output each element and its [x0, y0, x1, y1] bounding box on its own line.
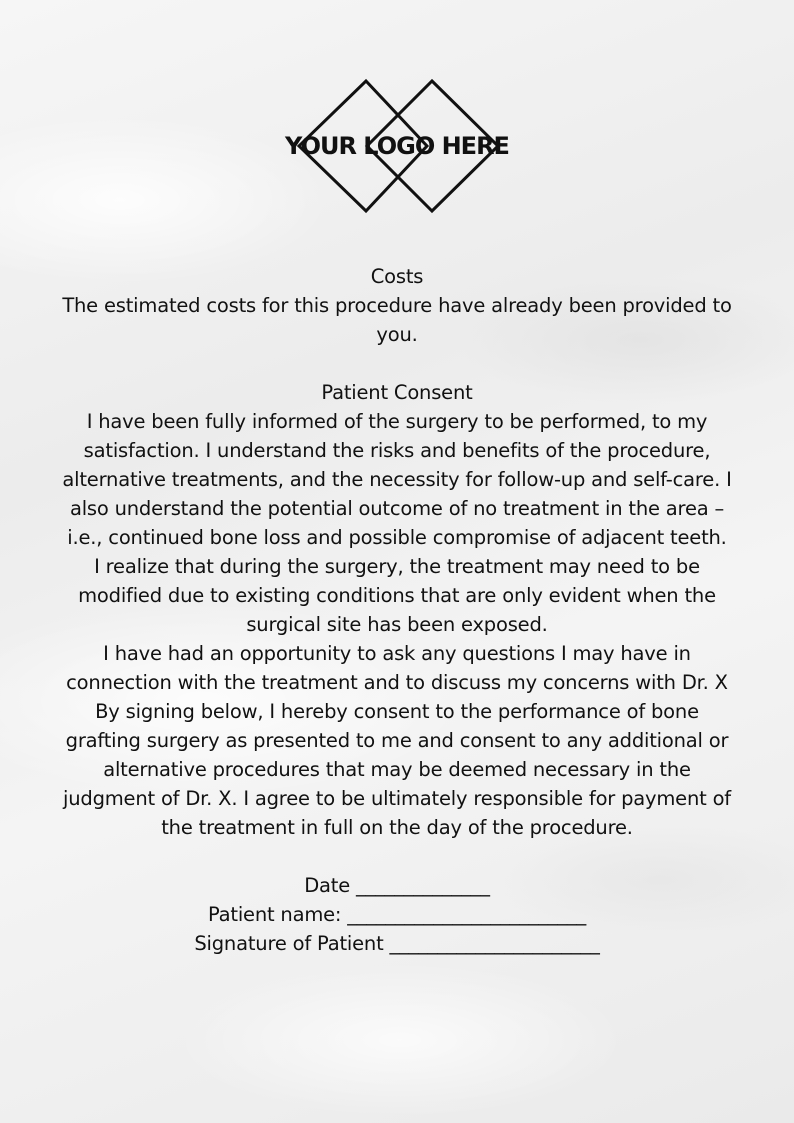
- consent-heading: Patient Consent: [321, 381, 473, 404]
- patient-name-line: Patient name: _________________________: [207, 903, 587, 926]
- signature-line: Signature of Patient ______________________: [194, 932, 600, 955]
- section-spacer: [62, 349, 732, 378]
- consent-paragraph: By signing below, I hereby consent to the performance of bone grafting surgery as presented to me and consent to any additional or alternative procedures that may be deemed necessary in the judgment of Dr. X. I agree to be ultimately responsible for payment of the treatment in full on the day of the procedure.: [63, 700, 731, 839]
- consent-paragraph: I have had an opportunity to ask any questions I may have in connection with the treatment and to discuss my concerns with Dr. X: [66, 642, 728, 694]
- consent-paragraph: I have been fully informed of the surgery to be performed, to my satisfaction. I understand the risks and benefits of the procedure, alternative treatments, and the necessity for follow-up and self-care. I also understand the potential outcome of no treatment in the area – i.e., continued bone loss and possible compromise of adjacent teeth. I realize that during the surgery, the treatment may need to be modified due to existing conditions that are only evident when the surgical site has been exposed.: [62, 410, 732, 636]
- logo-text: YOUR LOGO HERE: [285, 132, 509, 160]
- date-line: Date ______________: [304, 874, 490, 897]
- document-body: [62, 262, 732, 958]
- section-spacer: [62, 842, 732, 871]
- costs-text: The estimated costs for this procedure have already been provided to you.: [62, 294, 732, 346]
- logo-placeholder: [272, 78, 522, 214]
- costs-heading: Costs: [370, 265, 424, 288]
